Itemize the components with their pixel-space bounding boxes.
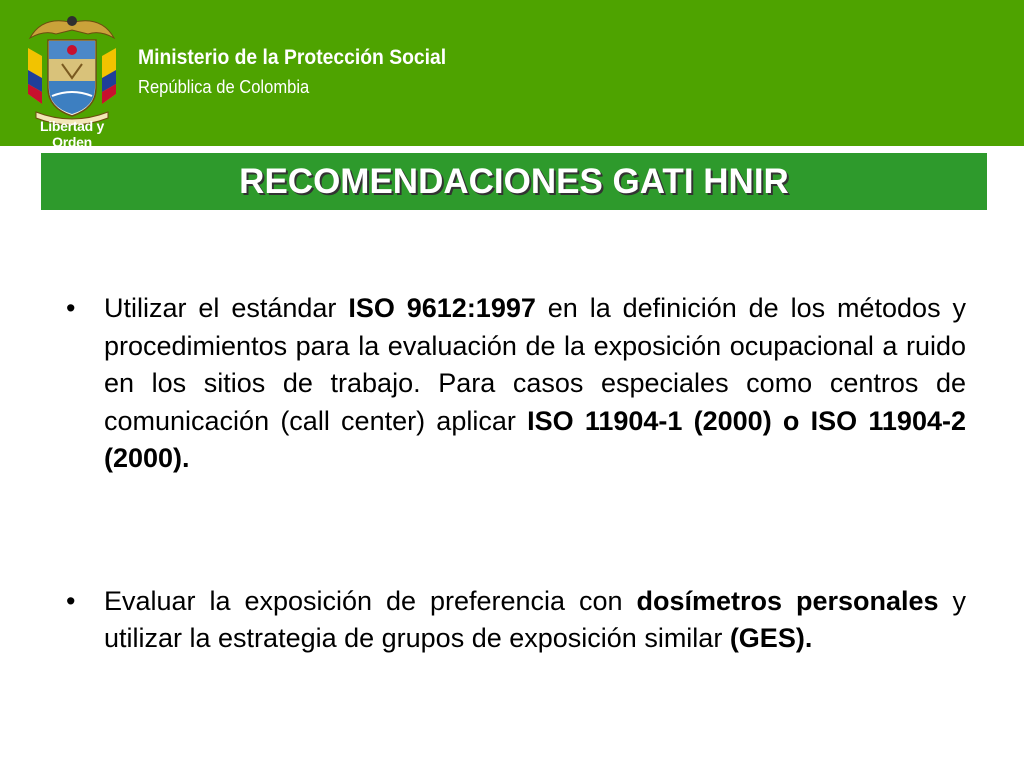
organization-name: Ministerio de la Protección Social: [138, 46, 447, 69]
bullet-segment: Evaluar la exposición de preferencia con: [104, 585, 637, 616]
country-name: República de Colombia: [138, 77, 310, 97]
bullet-segment-bold: ISO 9612:1997: [348, 293, 536, 323]
title-bar: [41, 153, 987, 210]
bullet-segment-bold: dosímetros personales: [636, 585, 939, 616]
bullet-item-exposure: [62, 583, 966, 658]
motto-text: Libertad y Orden: [40, 118, 104, 150]
bullet-dot-icon: •: [66, 585, 76, 616]
bullet-list: [62, 290, 966, 658]
bullet-item-iso-standard: [62, 290, 966, 478]
bullet-dot-icon: •: [66, 293, 76, 323]
bullet-segment: y utilizar la estrategia de grupos de exposición similar: [104, 585, 966, 653]
bullet-segment-bold: ISO 11904-1 (2000) o ISO 11904-2 (2000).: [104, 405, 966, 473]
header-banner: [0, 0, 1024, 150]
bullet-segment: en la definición de los métodos y procedimientos para la evaluación de la exposición ocupacional a ruido en los sitios de trabajo. Para casos especiales como centros de comunicación (call center) aplicar: [104, 293, 966, 436]
bullet-segment: Utilizar el estándar: [104, 293, 349, 323]
slide-title: RECOMENDACIONES GATI HNIR: [239, 161, 789, 201]
bullet-segment-bold: (GES).: [729, 623, 813, 653]
